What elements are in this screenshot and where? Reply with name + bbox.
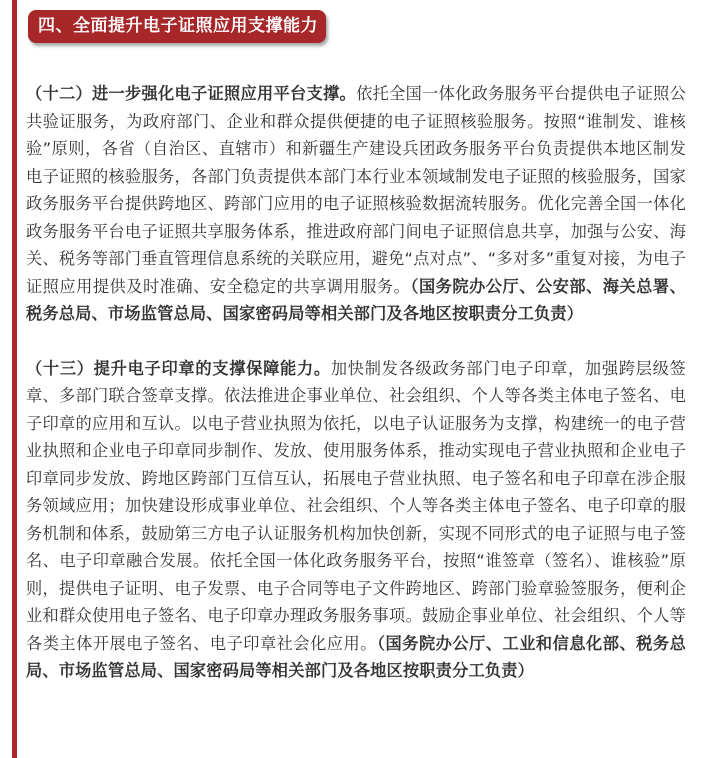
paragraph-lead: （十二）进一步强化电子证照应用平台支撑。	[26, 84, 357, 103]
paragraph-13	[26, 355, 686, 685]
section-title: 四、全面提升电子证照应用支撑能力	[38, 16, 318, 36]
responsible-parties: （国务院办公厅、工业和信息化部、税务总局、市场监管总局、国家密码局等相关部门及各地区按职责分工负责）	[26, 633, 686, 680]
paragraph-lead: （十三）提升电子印章的支撑保障能力。	[26, 358, 331, 378]
paragraph-body: 加快制发各级政务部门电子印章，加强跨层级签章、多部门联合签章支撑。依法推进企事业单位、社会组织、个人等各类主体电子签名、电子印章的应用和互认。以电子营业执照为依托，以电子认证服务为支撑，构建统一的电子营业执照和企业电子印章同步制作、发放、使用服务体系，推动实现电子营业执照和企业电子印章同步发放、跨地区跨部门互信互认，拓展电子营业执照、电子签名和电子印章在涉企服务领域应用；加快建设形成事业单位、社会组织、个人等各类主体电子签名、电子印章的服务机制和体系，鼓励第三方电子认证服务机构加快创新，实现不同形式的电子证照与电子签名、电子印章融合发展。依托全国一体化政务服务平台，按照“谁签章（签名）、谁核验”原则，提供电子证明、电子发票、电子合同等电子文件跨地区、跨部门验章验签服务，便利企业和群众使用电子签名、电子印章办理政务服务事项。鼓励企事业单位、社会组织、个人等各类主体开展电子签名、电子印章社会化应用。	[26, 358, 686, 653]
section-header	[28, 10, 326, 43]
paragraph-12	[26, 80, 686, 328]
responsible-parties: （国务院办公厅、公安部、海关总署、税务总局、市场监管总局、国家密码局等相关部门及各地区按职责分工负责）	[26, 276, 686, 323]
article-content	[26, 80, 686, 712]
paragraph-body: 依托全国一体化政务服务平台提供电子证照公共验证服务，为政府部门、企业和群众提供便捷的电子证照核验服务。按照“谁制发、谁核验”原则，各省（自治区、直辖市）和新疆生产建设兵团政务服务平台负责提供本地区制发电子证照的核验服务，各部门负责提供本部门本行业本领域制发电子证照的核验服务，国家政务服务平台提供跨地区、跨部门应用的电子证照核验数据流转服务。优化完善全国一体化政务服务平台电子证照共享服务体系，推进政府部门间电子证照信息共享，加强与公安、海关、税务等部门垂直管理信息系统的关联应用，避免“点对点”、“多对多”重复对接，为电子证照应用提供及时准确、安全稳定的共享调用服务。	[26, 84, 687, 296]
left-accent-rule	[12, 0, 17, 758]
